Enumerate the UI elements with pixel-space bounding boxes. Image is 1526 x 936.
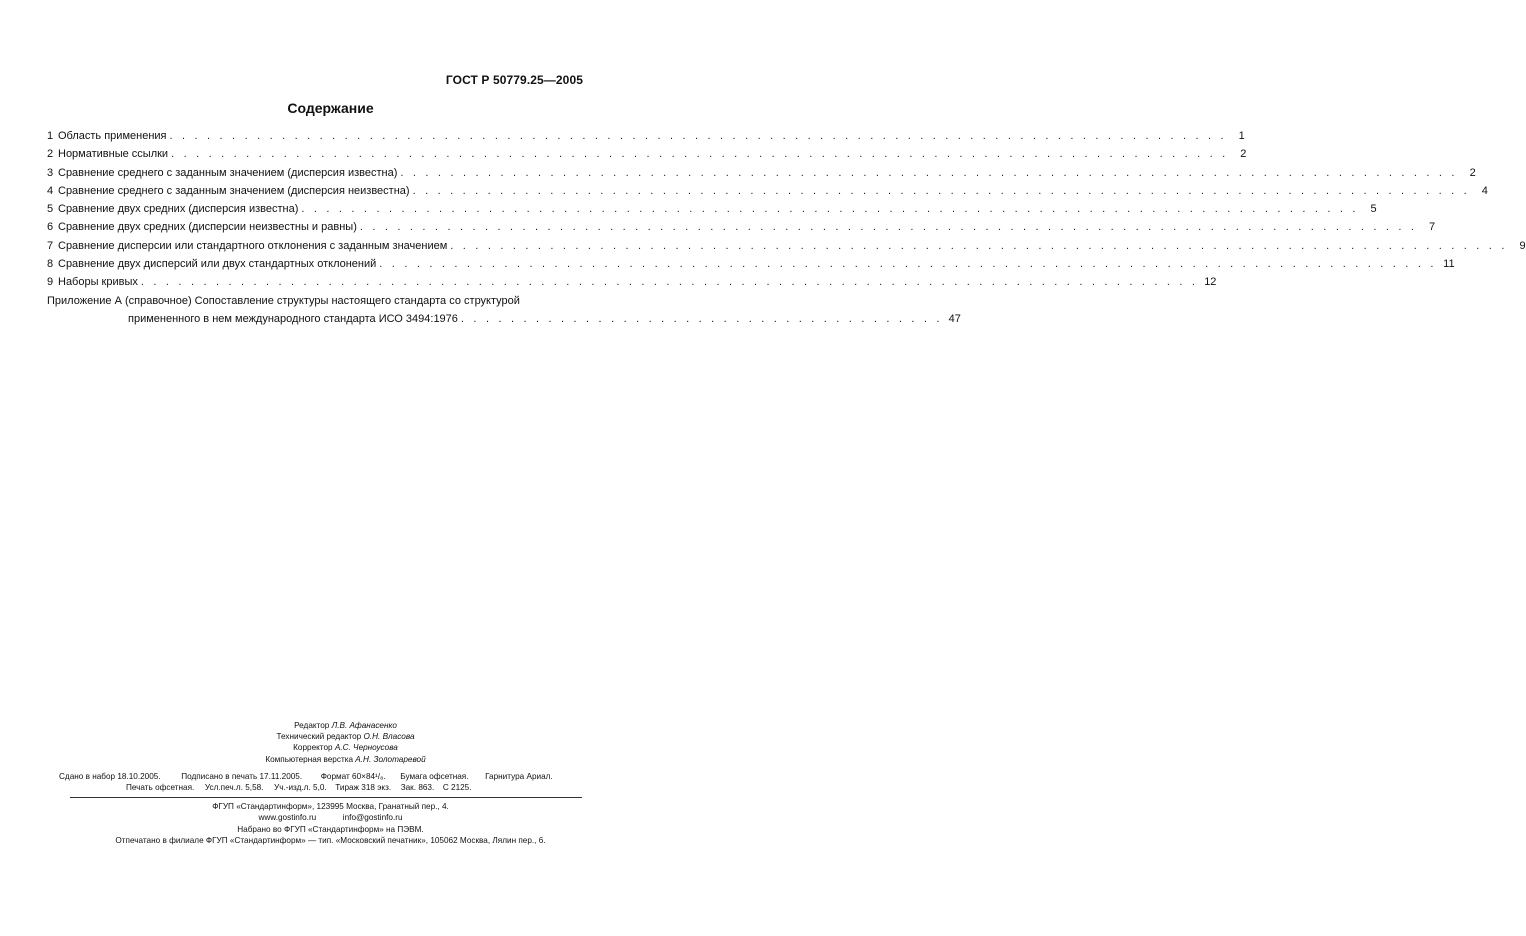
printer-info: Отпечатано в филиале ФГУП «Стандартинформ» — тип. «Московский печатник», 105062 Москва, Лялин пер., 6. — [115, 836, 546, 846]
toc-appendix-page: 47 — [948, 312, 961, 325]
publisher-website[interactable]: www.gostinfo.ru — [258, 813, 317, 823]
pub-format: Формат 60×84¹/₈. — [320, 772, 386, 781]
toc-item[interactable] — [47, 218, 1436, 236]
credits-block — [0, 720, 661, 765]
toc-item-number: 9 — [47, 276, 54, 289]
toc-leader-dots: . . . . . . . . . . . . . . . . . . . . . . . . . . . . . . . . . . . . . . . . . . . . . . . . . . . . . . . . . . . . . . . . . . . . . . . . . . . . . . . . . . . . . — [301, 203, 1359, 216]
toc-appendix[interactable] — [47, 292, 961, 329]
credit-corrector — [0, 742, 661, 753]
toc-appendix-title-cont: примененного в нем международного стандарта ИСО 3494:1976 — [128, 312, 458, 325]
toc-item-title: Нормативные ссылки — [58, 148, 169, 161]
typeset-info: Набрано во ФГУП «Стандартинформ» на ПЭВМ. — [237, 824, 424, 834]
toc-item-number: 2 — [47, 148, 54, 161]
document-number: ГОСТ Р 50779.25—2005 — [445, 73, 583, 87]
toc-item-title: Наборы кривых — [58, 276, 138, 289]
pub-paper: Бумага офсетная. — [400, 772, 469, 781]
toc-item-title: Сравнение двух средних (дисперсии неизвестны и равны) — [58, 221, 357, 234]
credit-layout — [0, 754, 661, 765]
toc-item-title: Область применения — [58, 130, 167, 142]
credit-label: Редактор — [294, 721, 330, 730]
toc-leader-dots: . . . . . . . . . . . . . . . . . . . . . . . . . . . . . . . . . . . . . . . . . . . . . . . . . . . . . . . . . . . . . . . . . . . . . . . . . . . . . . . . . . . . . — [171, 148, 1229, 161]
toc-leader-dots: . . . . . . . . . . . . . . . . . . . . . . . . . . . . . . . . . . . . . . . . . . . . . . . . . . . . . . . . . . . . . . . . . . . . . . . . . . . . . . . . . . . . . — [400, 166, 1458, 179]
pub-edition-sheets: Уч.-изд.л. 5,0. — [274, 783, 327, 792]
toc-leader-dots: . . . . . . . . . . . . . . . . . . . . . . . . . . . . . . . . . . . . . . . . . . . . . . . . . . . . . . . . . . . . . . . . . . . . . . . . . . . . . . . . . . . . . — [169, 130, 1227, 142]
toc-item-number: 7 — [47, 239, 54, 252]
toc-item-number: 5 — [47, 203, 54, 216]
pub-signed: Подписано в печать 17.11.2005. — [181, 772, 303, 781]
toc-item-title: Сравнение дисперсии или стандартного отклонения с заданным значением — [58, 239, 448, 252]
toc-item[interactable] — [47, 200, 1377, 218]
toc-item-title: Сравнение среднего с заданным значением (дисперсия известна) — [58, 166, 398, 179]
table-of-contents — [47, 127, 1526, 328]
credit-label: Технический редактор — [276, 732, 362, 742]
publisher-address: ФГУП «Стандартинформ», 123995 Москва, Гранатный пер., 4. — [212, 802, 449, 811]
toc-item-page: 2 — [1240, 148, 1247, 161]
toc-appendix-title: Приложение А (справочное) Сопоставление структуры настоящего стандарта со структурой — [47, 294, 520, 307]
toc-item-page: 4 — [1481, 184, 1488, 197]
toc-leader-dots: . . . . . . . . . . . . . . . . . . . . . . . . . . . . . . . . . . . . . . . . . . . . . . . . . . . . . . . . . . . . . . . . . . . . . . . . . . . . . . . . . . . . . — [359, 221, 1418, 234]
toc-item-title: Сравнение среднего с заданным значением (дисперсия неизвестна) — [58, 184, 410, 197]
toc-title: Содержание — [287, 100, 374, 116]
toc-item-page: 1 — [1238, 130, 1245, 142]
pub-copies: Тираж 318 экз. — [335, 783, 392, 792]
pub-code: С 2125. — [442, 783, 472, 792]
credit-label: Корректор — [293, 743, 333, 753]
pub-print: Печать офсетная. — [126, 783, 195, 792]
publisher-contacts — [0, 812, 661, 823]
pub-order: Зак. 863. — [400, 783, 435, 792]
toc-item-page: 12 — [1204, 276, 1217, 289]
credit-editor — [0, 720, 661, 731]
credit-label: Компьютерная верстка — [265, 754, 354, 764]
toc-item-page: 11 — [1443, 258, 1455, 271]
toc-item[interactable] — [47, 237, 1526, 255]
toc-item-page: 9 — [1519, 239, 1526, 252]
toc-item[interactable] — [47, 145, 1247, 163]
toc-item-number: 3 — [47, 166, 54, 179]
pub-typeface: Гарнитура Ариал. — [485, 772, 553, 781]
publisher-footer — [0, 801, 661, 847]
toc-leader-dots: . . . . . . . . . . . . . . . . . . . . . . . . . . . . . . . . . . . . . . . . . . . . . . . . . . . . . . . . . . . . . . . . . . . . . . . . . . . . . . . . . . . . . — [450, 239, 1508, 252]
toc-item-number: 1 — [47, 130, 54, 142]
toc-item-number: 4 — [47, 184, 54, 197]
toc-item-number: 6 — [47, 221, 54, 234]
toc-item[interactable] — [47, 164, 1476, 182]
toc-leader-dots: . . . . . . . . . . . . . . . . . . . . . . . . . . . . . . . . . . . . . . . — [460, 312, 943, 325]
toc-item[interactable] — [47, 255, 1455, 273]
toc-item-page: 7 — [1429, 221, 1436, 234]
credit-name: А.Н. Золотаревой — [355, 754, 426, 764]
publication-info-line1 — [59, 772, 553, 781]
toc-item-page: 2 — [1469, 166, 1476, 179]
toc-leader-dots: . . . . . . . . . . . . . . . . . . . . . . . . . . . . . . . . . . . . . . . . . . . . . . . . . . . . . . . . . . . . . . . . . . . . . . . . . . . . . . . . . . . . . — [140, 276, 1199, 289]
footer-divider — [70, 797, 582, 798]
publication-info-line2 — [126, 783, 472, 792]
credit-name: А.С. Черноусова — [334, 743, 398, 753]
toc-item-title: Сравнение двух средних (дисперсия известна) — [58, 203, 299, 216]
pub-submitted: Сдано в набор 18.10.2005. — [59, 772, 161, 781]
toc-leader-dots: . . . . . . . . . . . . . . . . . . . . . . . . . . . . . . . . . . . . . . . . . . . . . . . . . . . . . . . . . . . . . . . . . . . . . . . . . . . . . . . . . . . . . — [412, 184, 1470, 197]
publisher-email[interactable]: info@gostinfo.ru — [342, 813, 403, 823]
credit-name: Л.В. Афанасенко — [331, 721, 397, 730]
credit-name: О.Н. Власова — [363, 732, 415, 742]
toc-item[interactable] — [47, 273, 1217, 291]
credit-tech-editor — [0, 731, 661, 742]
toc-leader-dots: . . . . . . . . . . . . . . . . . . . . . . . . . . . . . . . . . . . . . . . . . . . . . . . . . . . . . . . . . . . . . . . . . . . . . . . . . . . . . . . . . . . . . — [379, 258, 1437, 271]
toc-item-number: 8 — [47, 258, 54, 271]
toc-item[interactable] — [47, 127, 1245, 145]
toc-item-page: 5 — [1370, 203, 1377, 216]
toc-item-title: Сравнение двух дисперсий или двух стандартных отклонений — [58, 258, 377, 271]
pub-sheets: Усл.печ.л. 5,58. — [204, 783, 264, 792]
toc-item[interactable] — [47, 182, 1488, 200]
